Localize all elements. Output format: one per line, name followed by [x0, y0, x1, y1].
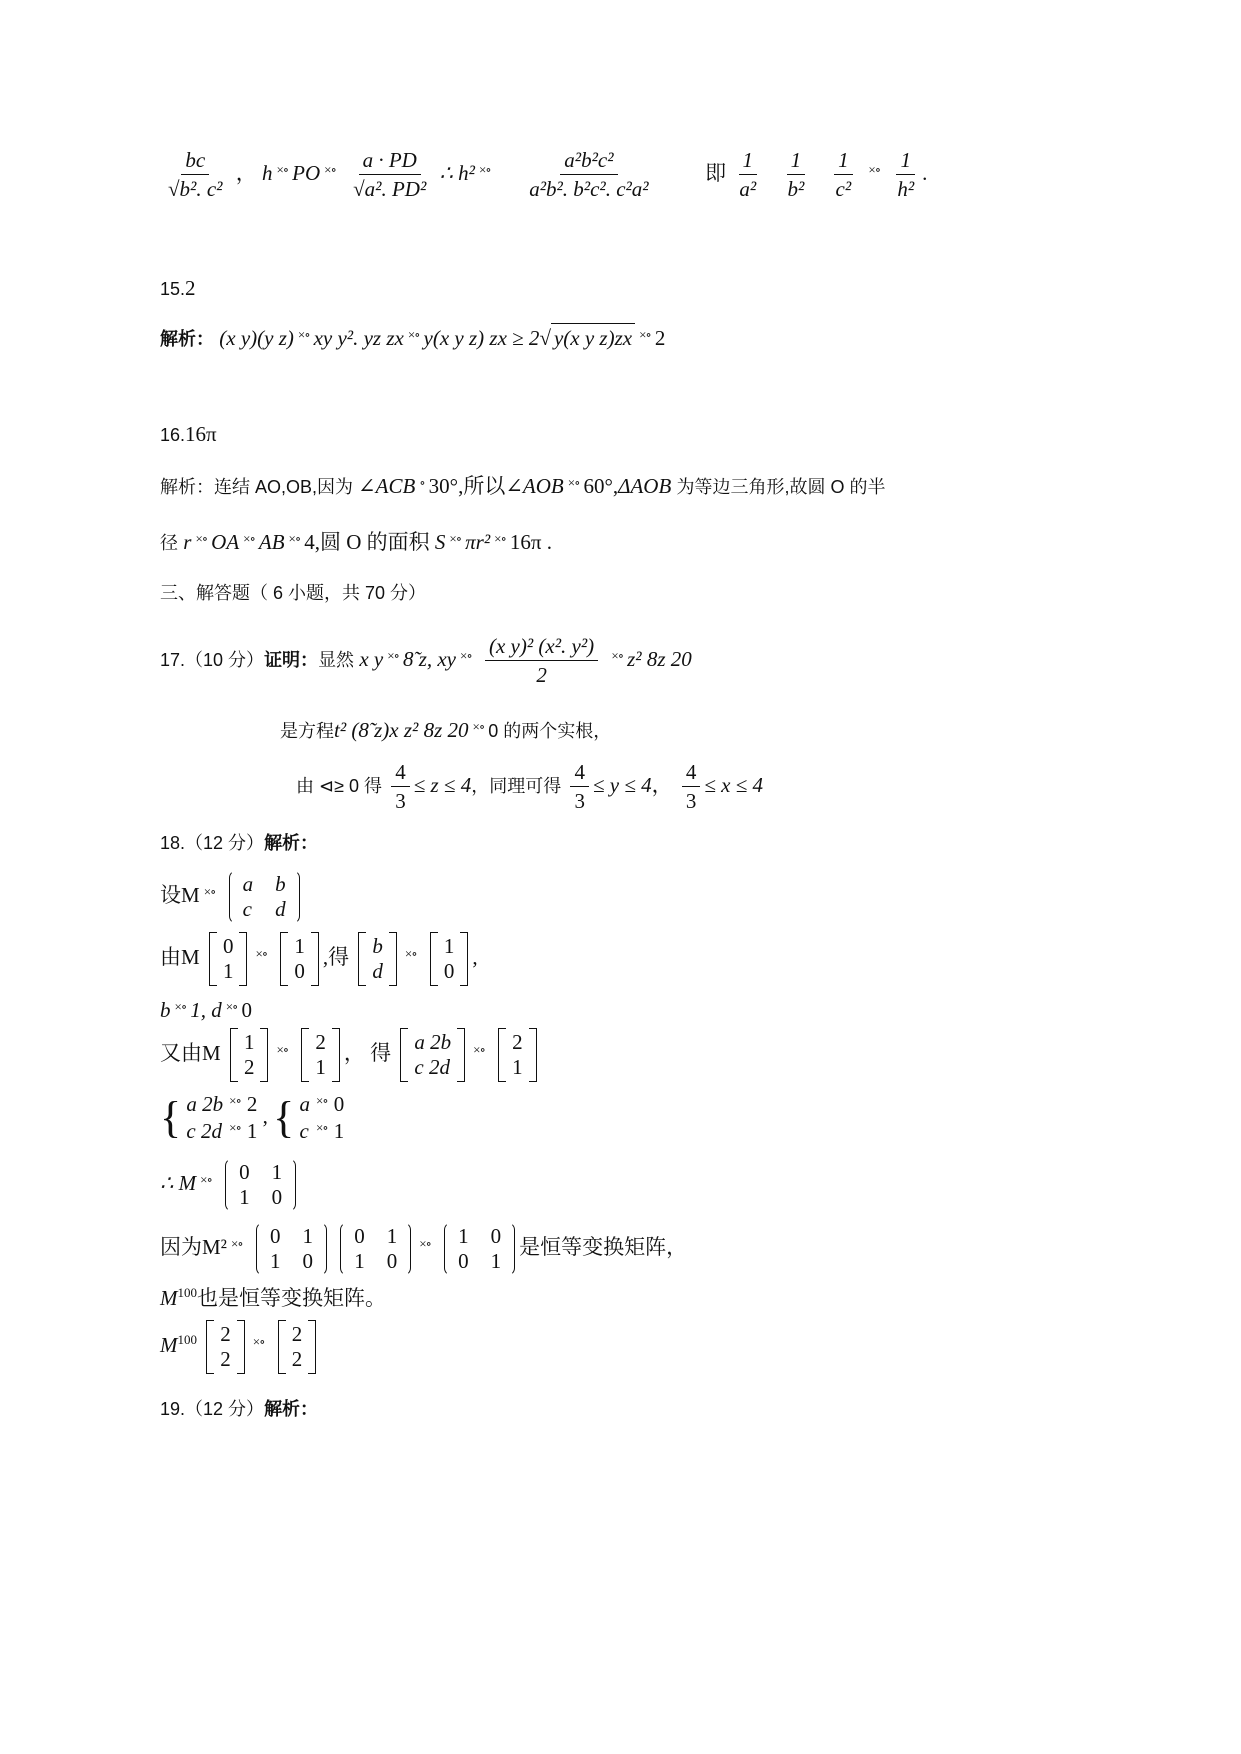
- section-title: 三、解答题（ 6 小题，共 70 分）: [160, 583, 427, 603]
- q17-line3: 由 ⊲≥ 0 得 $\frac{4}{3}$ ≤ z ≤ 4，同理可得 $\frac{4}{3}$ ≤ y ≤ 4， $\frac{4}{3}$ ≤ x ≤ 4: [296, 760, 763, 813]
- q16-answer: 16.16π: [160, 422, 217, 446]
- q18-again-m: 又由M 1 2 ×∘ 2 1 ， 得 a 2b c 2d ×∘ 2 1: [160, 1028, 541, 1082]
- q17-line1: 17.（10 分）证明：显然 x y ×∘ 8̃ z, xy ×∘ $\frac{\text{(x y)² (x². y²)}}{2}$ ×∘ z² 8z 20: [160, 634, 692, 687]
- q19-heading: 19.（12 分）解析：: [160, 1399, 319, 1419]
- q16-solution-line1: 解析：连结 AO,OB,因为 ∠ACB ∘ 30°,所以∠AOB ×∘ 60°,ΔAOB 为等边三角形,故圆 O 的半: [160, 474, 886, 498]
- matrix-abcd: a b c d: [229, 870, 300, 924]
- q18-result-m: ∴ M ×∘ 0 1 1 0: [160, 1158, 300, 1212]
- q18-m-squared: 因为M² ×∘ 0 1 1 0 0 1 1 0 ×∘ 1 0 0 1 是恒等变换矩阵，: [160, 1222, 687, 1276]
- q18-m100-vector: $M^{100}$ 2 2 ×∘ 2 2: [160, 1320, 320, 1374]
- fraction-h2: $\frac{\text{a²b²c²}}{\text{a²b². b²c². c²a²}}$: [529, 148, 649, 201]
- q18-set-m: 设M ×∘ a b c d: [160, 870, 304, 924]
- q18-bd-values: b ×∘ 1, d ×∘ 0: [160, 998, 252, 1022]
- q17-line2: 是方程t² (8̃ z)x z² 8z 20 ×∘ 0 的两个实根，: [280, 718, 612, 742]
- q18-heading: 18.（12 分）解析：: [160, 833, 319, 853]
- top-formula-line: $\frac{bc}{\text{√b². c²}}$ ， h ×∘ PO ×∘ $\frac{a \cdot PD}{\text{√a². PD²}}$ ∴ h² ×∘ $\frac{\text{a²b²c²}}{\text{a²b². b²c². c²a²}}$ 即 $\frac{1}{\text{a²}}$ $\frac{1}{\text{b²}}$ $\frac{1}{\text{c²}}$ ×∘ $\frac{1}{\text{h²}}$ .: [160, 150, 927, 200]
- fraction-apd: $\frac{a \cdot PD}{\text{√a². PD²}}$: [353, 148, 427, 201]
- q15-answer: 15.2: [160, 276, 196, 300]
- q18-m100-identity: $M^{100}$也是恒等变换矩阵。: [160, 1285, 386, 1310]
- q15-solution: 解析： (x y)(y z) ×∘ xy y². yz zx ×∘ y(x y z) zx ≥ 2√ y(x y z)zx ×∘ 2: [160, 328, 665, 349]
- q16-solution-line2: 径 r ×∘ OA ×∘ AB ×∘ 4,圆 O 的面积 S ×∘ πr² ×∘ 16π .: [160, 530, 552, 554]
- fraction-bc: $\frac{bc}{\text{√b². c²}}$: [168, 148, 223, 201]
- q18-systems: { a 2b ×∘ 2 c 2d ×∘ 1 , { a ×∘ 0 c ×∘ 1: [160, 1092, 345, 1143]
- q18-from-m: 由M 0 1 ×∘ 1 0 ,得 b d ×∘ 1 0 ,: [160, 932, 478, 986]
